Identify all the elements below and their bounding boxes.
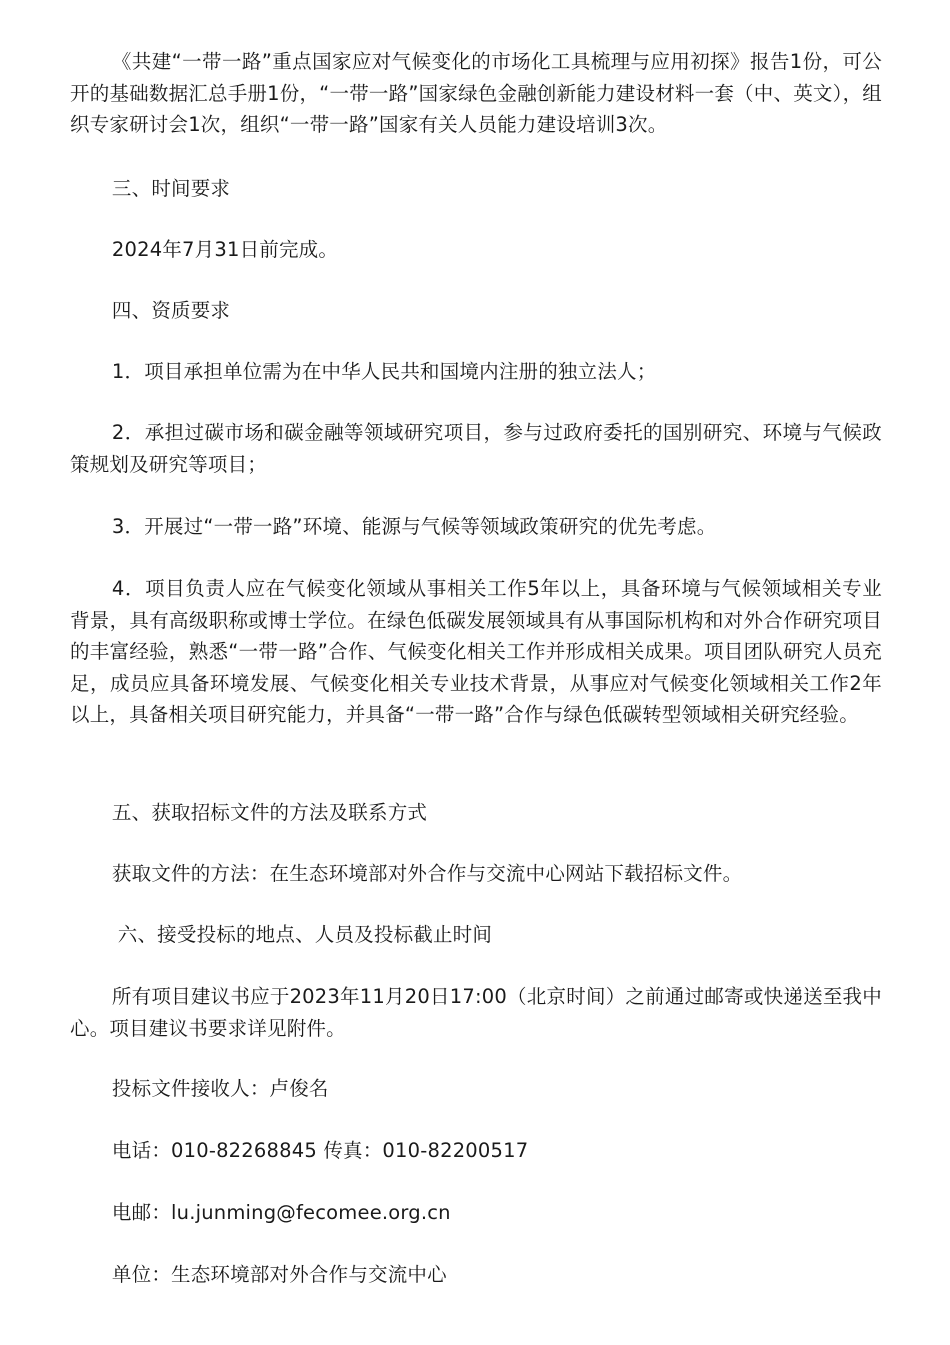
qualification-item-4: 4．项目负责人应在气候变化领域从事相关工作5年以上，具备环境与气候领域相关专业背景，具有高级职称或博士学位。在绿色低碳发展领域具有从事国际机构和对外合作研究项目的丰富经验，熟悉“一带一路”合作、气候变化相关工作并形成相关成果。项目团队研究人员充足，成员应具备环境发展、气候变化相关专业技术背景，从事应对气候变化领域相关工作2年以上，具备相关项目研究能力，并具备“一带一路”合作与绿色低碳转型领域相关研究经验。 (70, 577, 882, 726)
section-heading-documents: 五、获取招标文件的方法及联系方式 (111, 801, 428, 824)
section-heading-submission: 六、接受投标的地点、人员及投标截止时间 (117, 923, 493, 946)
deliverables-paragraph: 《共建“一带一路”重点国家应对气候变化的市场化工具梳理与应用初探》报告1份，可公开的基础数据汇总手册1份，“一带一路”国家绿色金融创新能力建设材料一套（中、英文），组织专家研讨会1次，组织“一带一路”国家有关人员能力建设培训3次。 (70, 50, 882, 136)
contact-phone-fax: 电话：010-82268845 传真：010-82200517 (111, 1139, 529, 1162)
contact-email: 电邮：lu.junming@fecomee.org.cn (111, 1201, 451, 1224)
deadline-text: 2024年7月31日前完成。 (111, 238, 339, 261)
qualification-item-3: 3．开展过“一带一路”环境、能源与气候等领域政策研究的优先考虑。 (111, 515, 717, 538)
qualification-item-2: 2．承担过碳市场和碳金融等领域研究项目，参与过政府委托的国别研究、环境与气候政策规划及研究等项目； (70, 421, 882, 476)
qualification-item-1: 1．项目承担单位需为在中华人民共和国境内注册的独立法人； (111, 360, 657, 383)
document-method-text: 获取文件的方法：在生态环境部对外合作与交流中心网站下载招标文件。 (111, 862, 743, 885)
contact-recipient: 投标文件接收人：卢俊名 (111, 1077, 329, 1100)
section-heading-qualification: 四、资质要求 (111, 299, 231, 322)
submission-deadline-paragraph: 所有项目建议书应于2023年11月20日17:00（北京时间）之前通过邮寄或快递送至我中心。项目建议书要求详见附件。 (70, 985, 882, 1040)
contact-organization: 单位：生态环境部对外合作与交流中心 (111, 1263, 447, 1286)
section-heading-time: 三、时间要求 (111, 177, 231, 200)
